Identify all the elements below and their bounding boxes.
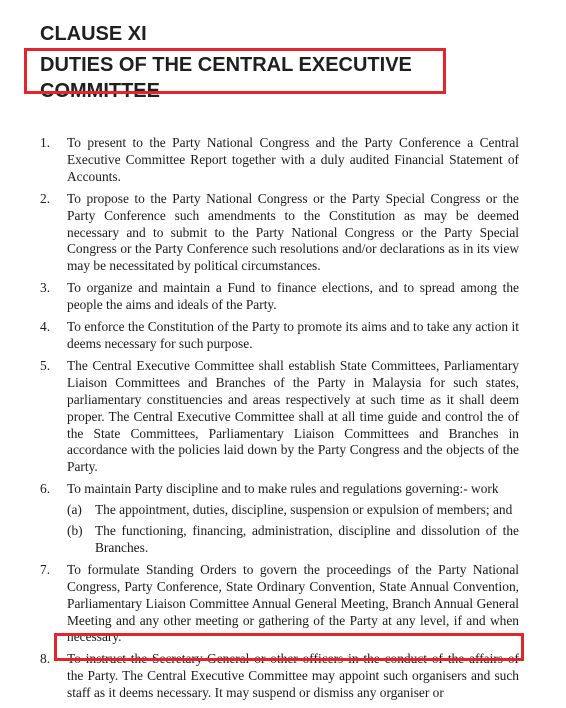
duty-text: To present to the Party National Congress and the Party Conference a Central Executive Committee Report together with a duly audited Financial Statement of Accounts. — [67, 135, 519, 184]
duty-number: 5. — [40, 357, 51, 373]
duty-item-5 — [37, 358, 519, 476]
duty-item-2 — [37, 191, 519, 276]
duty-text: To maintain Party discipline and to make rules and regulations governing:- work — [67, 481, 499, 497]
duty-text: To instruct the Secretary-General or other officers in the conduct of the affairs of the Party. The Central Executive Committee may appoint such organisers and such staff as it deems necessary. It may suspend or dismiss any organiser or — [67, 651, 519, 701]
duty-number: 3. — [40, 280, 51, 296]
sub-text: The functioning, financing, administration, discipline and dissolution of the Branches. — [95, 523, 519, 555]
duty-number: 6. — [40, 481, 51, 497]
section-title: DUTIES OF THE CENTRAL EXECUTIVE COMMITTEE — [40, 54, 412, 102]
sub-item-b — [67, 523, 519, 557]
duty-item-6 — [37, 481, 519, 557]
sub-text: The appointment, duties, discipline, suspension or expulsion of members; and — [95, 502, 513, 518]
duty-number: 8. — [40, 651, 51, 667]
duty-text: The Central Executive Committee shall establish State Committees, Parliamentary Liaison Committees and Branches of the Party in Malaysia for such states, parliamentary constituencies and areas respectively at such time as it shall deem proper. The Central Executive Committee shall at all time guide and control the of the State Committees, Parliamentary Liaison Committees and Branches in accordance with the policies laid down by the Party Congress and the objects of the Party. — [67, 357, 519, 475]
sub-list — [67, 502, 519, 557]
item8-highlight-box — [54, 633, 524, 661]
clause-heading: CLAUSE XI — [40, 23, 147, 45]
title-highlight-box — [24, 48, 446, 94]
sub-item-a — [67, 502, 519, 519]
duty-number: 1. — [40, 135, 51, 150]
duty-text: To formulate Standing Orders to govern the proceedings of the Party National Congress, Party Conference, State Ordinary Convention, State Annual Convention, Parliamentary Liaison Committee Annual General Meeting, Branch Annual General Meeting and any other meeting or gathering of the Party at any level, if and when necessary. — [67, 561, 519, 645]
duty-text: To enforce the Constitution of the Party to promote its aims and to take any action it deems necessary for such purpose. — [67, 319, 519, 351]
duty-number: 2. — [40, 190, 51, 206]
duty-number: 7. — [40, 561, 51, 577]
duty-item-1 — [37, 135, 519, 186]
sub-label: (a) — [67, 502, 82, 518]
duty-text: To propose to the Party National Congress or the Party Special Congress or the Party Conference such amendments to the Constitution as may be deemed necessary and to submit to the Party National Congress or the Party Special Congress or the Party Conference such resolutions and/or declarations as in its view may be necessitated by political circumstances. — [67, 190, 519, 274]
duty-item-4 — [37, 319, 519, 353]
duty-item-3 — [37, 280, 519, 314]
duties-list — [37, 135, 519, 707]
sub-label: (b) — [67, 523, 83, 539]
duty-number: 4. — [40, 319, 51, 335]
duty-text: To organize and maintain a Fund to finance elections, and to spread among the people the aims and ideals of the Party. — [67, 280, 519, 313]
